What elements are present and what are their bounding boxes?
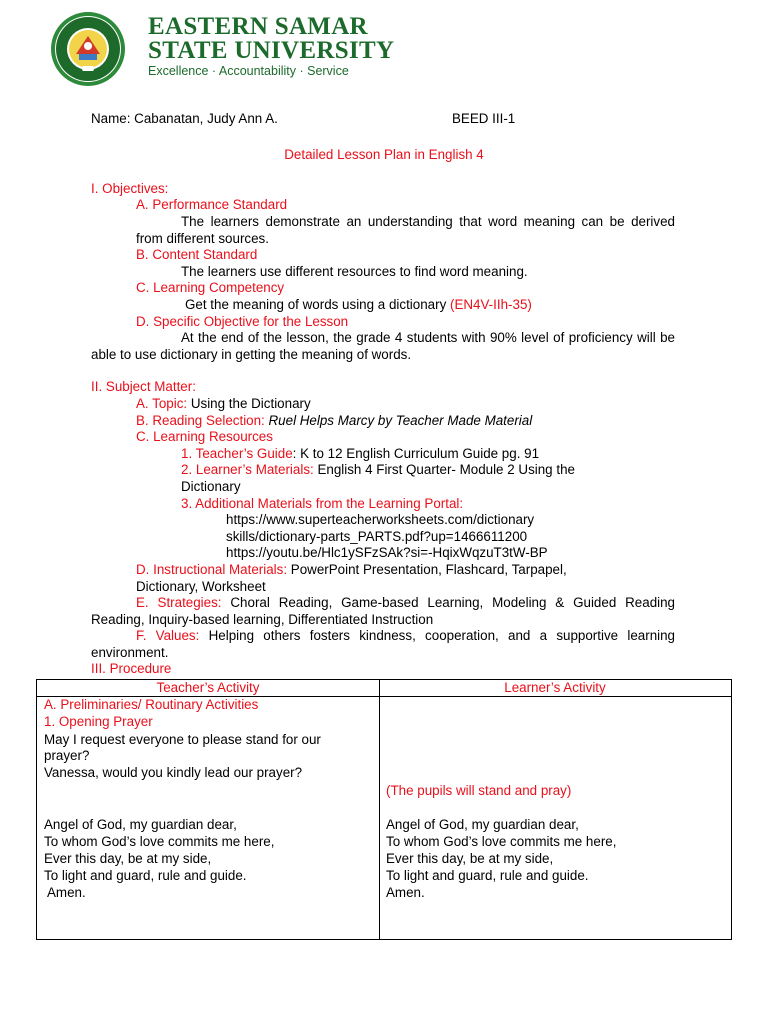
learner-action: (The pupils will stand and pray): [386, 783, 572, 798]
competency-code: (EN4V-IIh-35): [449, 297, 532, 312]
learner-activity-header: Learner’s Activity: [504, 680, 606, 695]
values-value: Helping others fosters kindness, cooperation, and a supportive learning environment.: [91, 628, 676, 660]
values-paragraph: [91, 628, 675, 661]
instructional-materials-line: [136, 562, 567, 578]
subject-matter-heading: II. Subject Matter:: [91, 379, 196, 394]
reading-selection-line: [136, 413, 532, 429]
learning-competency-text: Get the meaning of words using a dictionary: [185, 297, 450, 312]
student-name: Name: Cabanatan, Judy Ann A.: [91, 111, 278, 126]
learning-competency-label: C. Learning Competency: [136, 280, 285, 295]
teacher-prayer-line: Amen.: [44, 885, 86, 900]
performance-standard-label: A. Performance Standard: [136, 197, 288, 212]
procedure-table: [36, 679, 732, 940]
learners-materials-continued: Dictionary: [181, 479, 241, 494]
university-name-line1: EASTERN SAMAR: [148, 13, 368, 40]
learning-resources-label: C. Learning Resources: [136, 429, 273, 444]
specific-objective-text: At the end of the lesson, the grade 4 students with 90% level of proficiency will be able to use dictionary in getting the meaning of words.: [91, 330, 675, 362]
university-name-line2: STATE UNIVERSITY: [148, 37, 395, 64]
objectives-heading: I. Objectives:: [91, 181, 169, 196]
topic-line: [136, 396, 311, 412]
learner-prayer-line: To light and guard, rule and guide.: [386, 868, 589, 883]
teacher-prayer-line: Angel of God, my guardian dear,: [44, 817, 237, 832]
teachers-guide-line: [181, 446, 539, 462]
reading-selection-value: Ruel Helps Marcy by Teacher Made Material: [264, 413, 533, 428]
specific-objective-label: D. Specific Objective for the Lesson: [136, 314, 349, 329]
learners-materials-line: [181, 462, 575, 478]
learner-prayer-line: Angel of God, my guardian dear,: [386, 817, 579, 832]
resource-link[interactable]: https://youtu.be/Hlc1ySFzSAk?si=-HqixWqzuT3tW-BP: [226, 545, 548, 560]
column-divider: [379, 680, 380, 939]
teachers-guide-value: : K to 12 English Curriculum Guide pg. 91: [292, 446, 540, 461]
opening-prayer-label: 1. Opening Prayer: [44, 714, 153, 729]
content-standard-label: B. Content Standard: [136, 247, 258, 262]
performance-standard-text: The learners demonstrate an understanding that word meaning can be derived from different sources.: [136, 214, 675, 246]
instructional-materials-label: D. Instructional Materials:: [136, 562, 288, 577]
learners-materials-value: English 4 First Quarter- Module 2 Using the: [313, 462, 575, 477]
learner-prayer-line: To whom God’s love commits me here,: [386, 834, 617, 849]
teachers-guide-label: 1. Teacher’s Guide: [181, 446, 293, 461]
strategies-label: E. Strategies:: [136, 595, 222, 610]
additional-materials-label: 3. Additional Materials from the Learning Portal:: [181, 496, 464, 511]
learning-competency-line: [185, 297, 532, 313]
reading-selection-label: B. Reading Selection:: [136, 413, 265, 428]
university-seal-logo: [46, 10, 130, 88]
content-standard-text: The learners use different resources to find word meaning.: [181, 264, 528, 279]
instructional-materials-continued: Dictionary, Worksheet: [136, 579, 266, 594]
values-label: F. Values:: [136, 628, 200, 643]
teacher-prayer-line: To light and guard, rule and guide.: [44, 868, 247, 883]
student-section: BEED III-1: [452, 111, 516, 126]
lesson-plan-title: Detailed Lesson Plan in English 4: [284, 147, 484, 162]
instructional-materials-value: PowerPoint Presentation, Flashcard, Tarpapel,: [287, 562, 567, 577]
teacher-request-line: prayer?: [44, 748, 90, 763]
university-motto: Excellence · Accountability · Service: [148, 64, 349, 78]
resource-link[interactable]: skills/dictionary-parts_PARTS.pdf?up=1466611200: [226, 529, 528, 544]
procedure-heading: III. Procedure: [91, 661, 172, 676]
teacher-activity-header: Teacher’s Activity: [156, 680, 260, 695]
strategies-value: Choral Reading, Game-based Learning, Modeling & Guided Reading Reading, Inquiry-based learning, Differentiated Instruction: [91, 595, 676, 627]
resource-link[interactable]: https://www.superteacherworksheets.com/dictionary: [226, 512, 535, 527]
topic-label: A. Topic:: [136, 396, 188, 411]
teacher-request-line: May I request everyone to please stand for our: [44, 732, 321, 747]
learners-materials-label: 2. Learner’s Materials:: [181, 462, 314, 477]
teacher-request-line: Vanessa, would you kindly lead our prayer?: [44, 765, 303, 780]
topic-value: Using the Dictionary: [187, 396, 311, 411]
learner-prayer-line: Ever this day, be at my side,: [386, 851, 554, 866]
preliminaries-label: A. Preliminaries/ Routinary Activities: [44, 697, 259, 712]
learner-prayer-line: Amen.: [386, 885, 425, 900]
teacher-prayer-line: Ever this day, be at my side,: [44, 851, 212, 866]
teacher-prayer-line: To whom God’s love commits me here,: [44, 834, 275, 849]
strategies-paragraph: [91, 595, 675, 628]
